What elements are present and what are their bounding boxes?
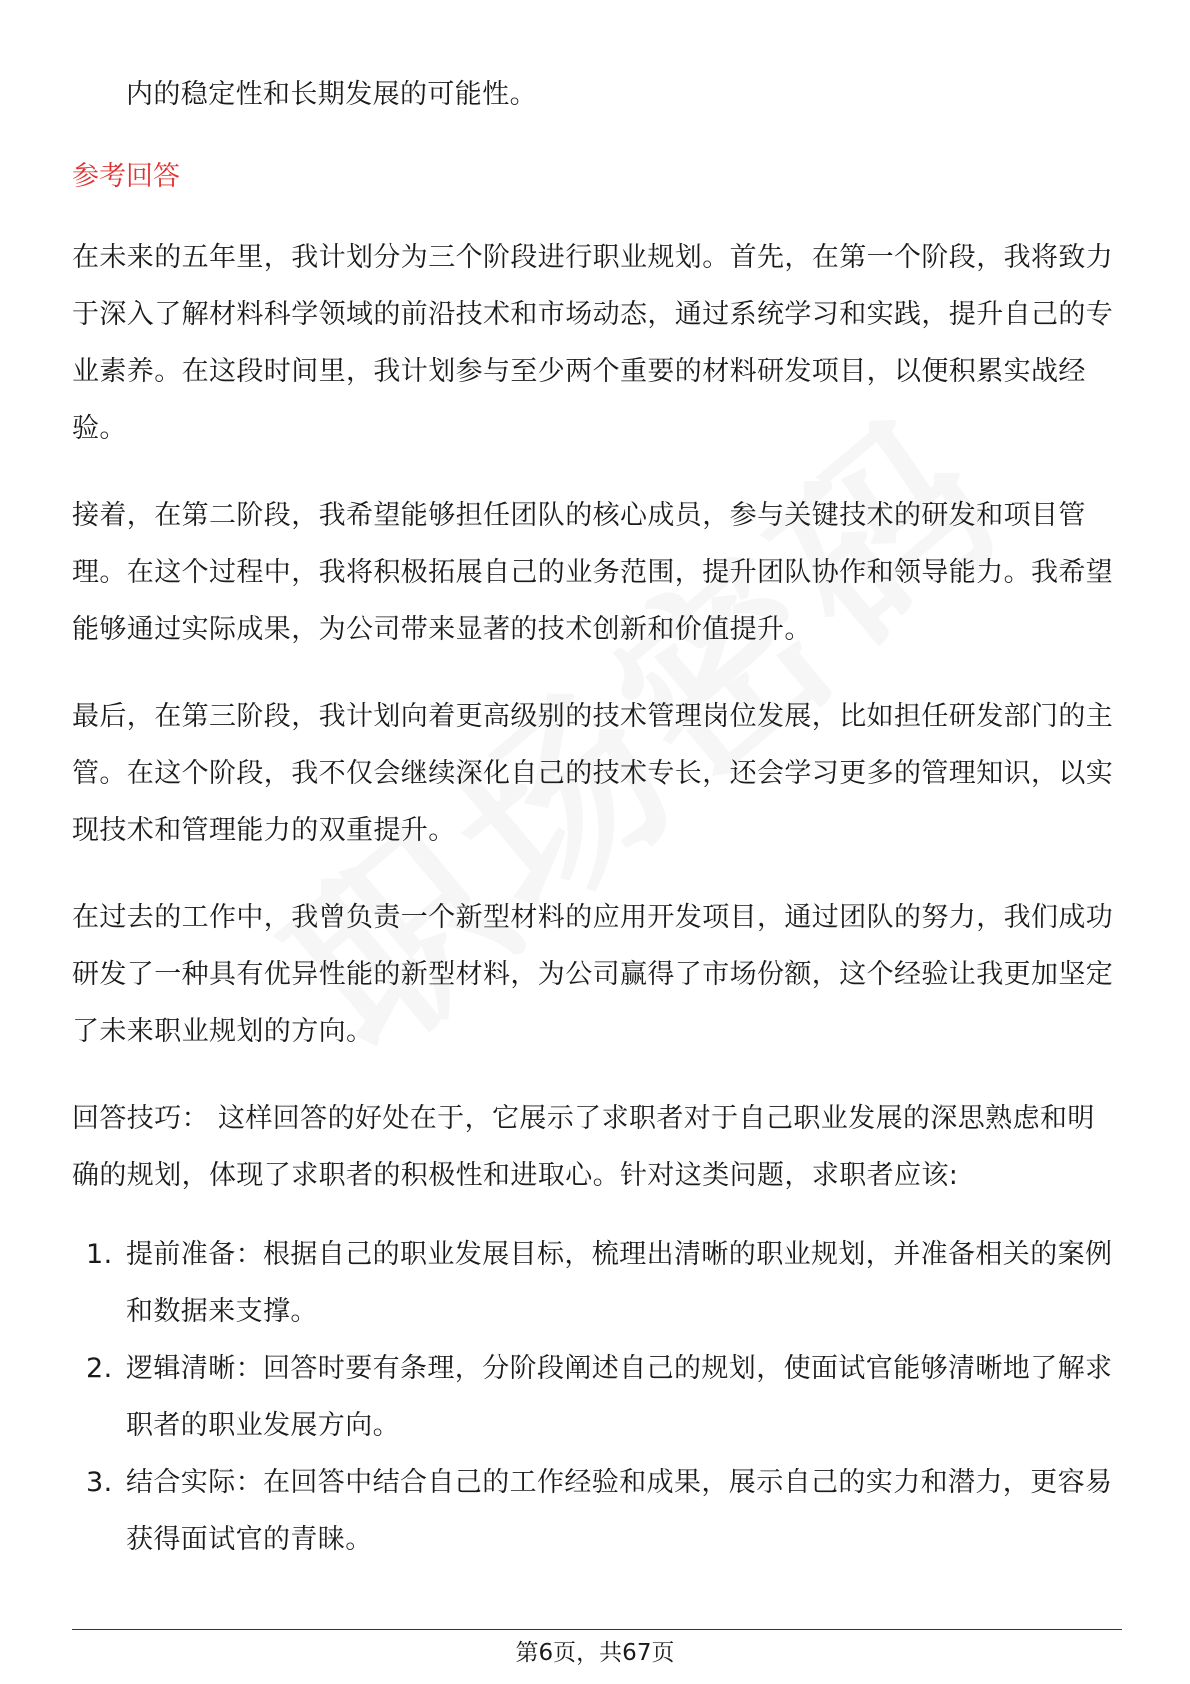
list-item — [72, 1454, 1122, 1568]
paragraph-gap — [72, 658, 1122, 688]
tips-list — [72, 1226, 1122, 1568]
answer-paragraph-1: 在未来的五年里，我计划分为三个阶段进行职业规划。首先，在第一个阶段，我将致力于深入了解材料科学领域的前沿技术和市场动态，通过系统学习和实践，提升自己的专业素养。在这段时间里，我计划参与至少两个重要的材料研发项目，以便积累实战经验。 — [72, 242, 1114, 444]
list-item — [72, 1340, 1122, 1454]
page-number: 第6页，共67页 — [515, 1640, 675, 1666]
paragraph-gap — [72, 457, 1122, 487]
list-item-number: 2. — [86, 1353, 113, 1384]
answer-paragraph-3: 最后，在第三阶段，我计划向着更高级别的技术管理岗位发展，比如担任研发部门的主管。在这个阶段，我不仅会继续深化自己的技术专长，还会学习更多的管理知识，以实现技术和管理能力的双重提升。 — [72, 701, 1114, 846]
page-content — [72, 66, 1122, 1568]
list-item-text: 逻辑清晰：回答时要有条理，分阶段阐述自己的规划，使面试官能够清晰地了解求职者的职业发展方向。 — [126, 1353, 1113, 1441]
list-item-number: 3. — [86, 1467, 113, 1498]
paragraph-gap — [72, 859, 1122, 889]
list-item-number: 1. — [86, 1239, 113, 1270]
footer-divider — [72, 1629, 1122, 1630]
tips-intro: 回答技巧： 这样回答的好处在于，它展示了求职者对于自己职业发展的深思熟虑和明确的规划，体现了求职者的积极性和进取心。针对这类问题，求职者应该: — [72, 1103, 1095, 1191]
paragraph-gap — [72, 1060, 1122, 1090]
answer-paragraph-2: 接着，在第二阶段，我希望能够担任团队的核心成员，参与关键技术的研发和项目管理。在这个过程中，我将积极拓展自己的业务范围，提升团队协作和领导能力。我希望能够通过实际成果，为公司带来显著的技术创新和价值提升。 — [72, 500, 1114, 645]
section-heading: 参考回答 — [72, 161, 180, 192]
intro-line: 内的稳定性和长期发展的可能性。 — [126, 79, 537, 110]
list-item-text: 提前准备：根据自己的职业发展目标，梳理出清晰的职业规划，并准备相关的案例和数据来支撑。 — [126, 1239, 1113, 1327]
list-item-text: 结合实际：在回答中结合自己的工作经验和成果，展示自己的实力和潜力，更容易获得面试官的青睐。 — [126, 1467, 1113, 1555]
list-item — [72, 1226, 1122, 1340]
answer-paragraph-4: 在过去的工作中，我曾负责一个新型材料的应用开发项目，通过团队的努力，我们成功研发了一种具有优异性能的新型材料，为公司赢得了市场份额，这个经验让我更加坚定了未来职业规划的方向。 — [72, 902, 1114, 1047]
